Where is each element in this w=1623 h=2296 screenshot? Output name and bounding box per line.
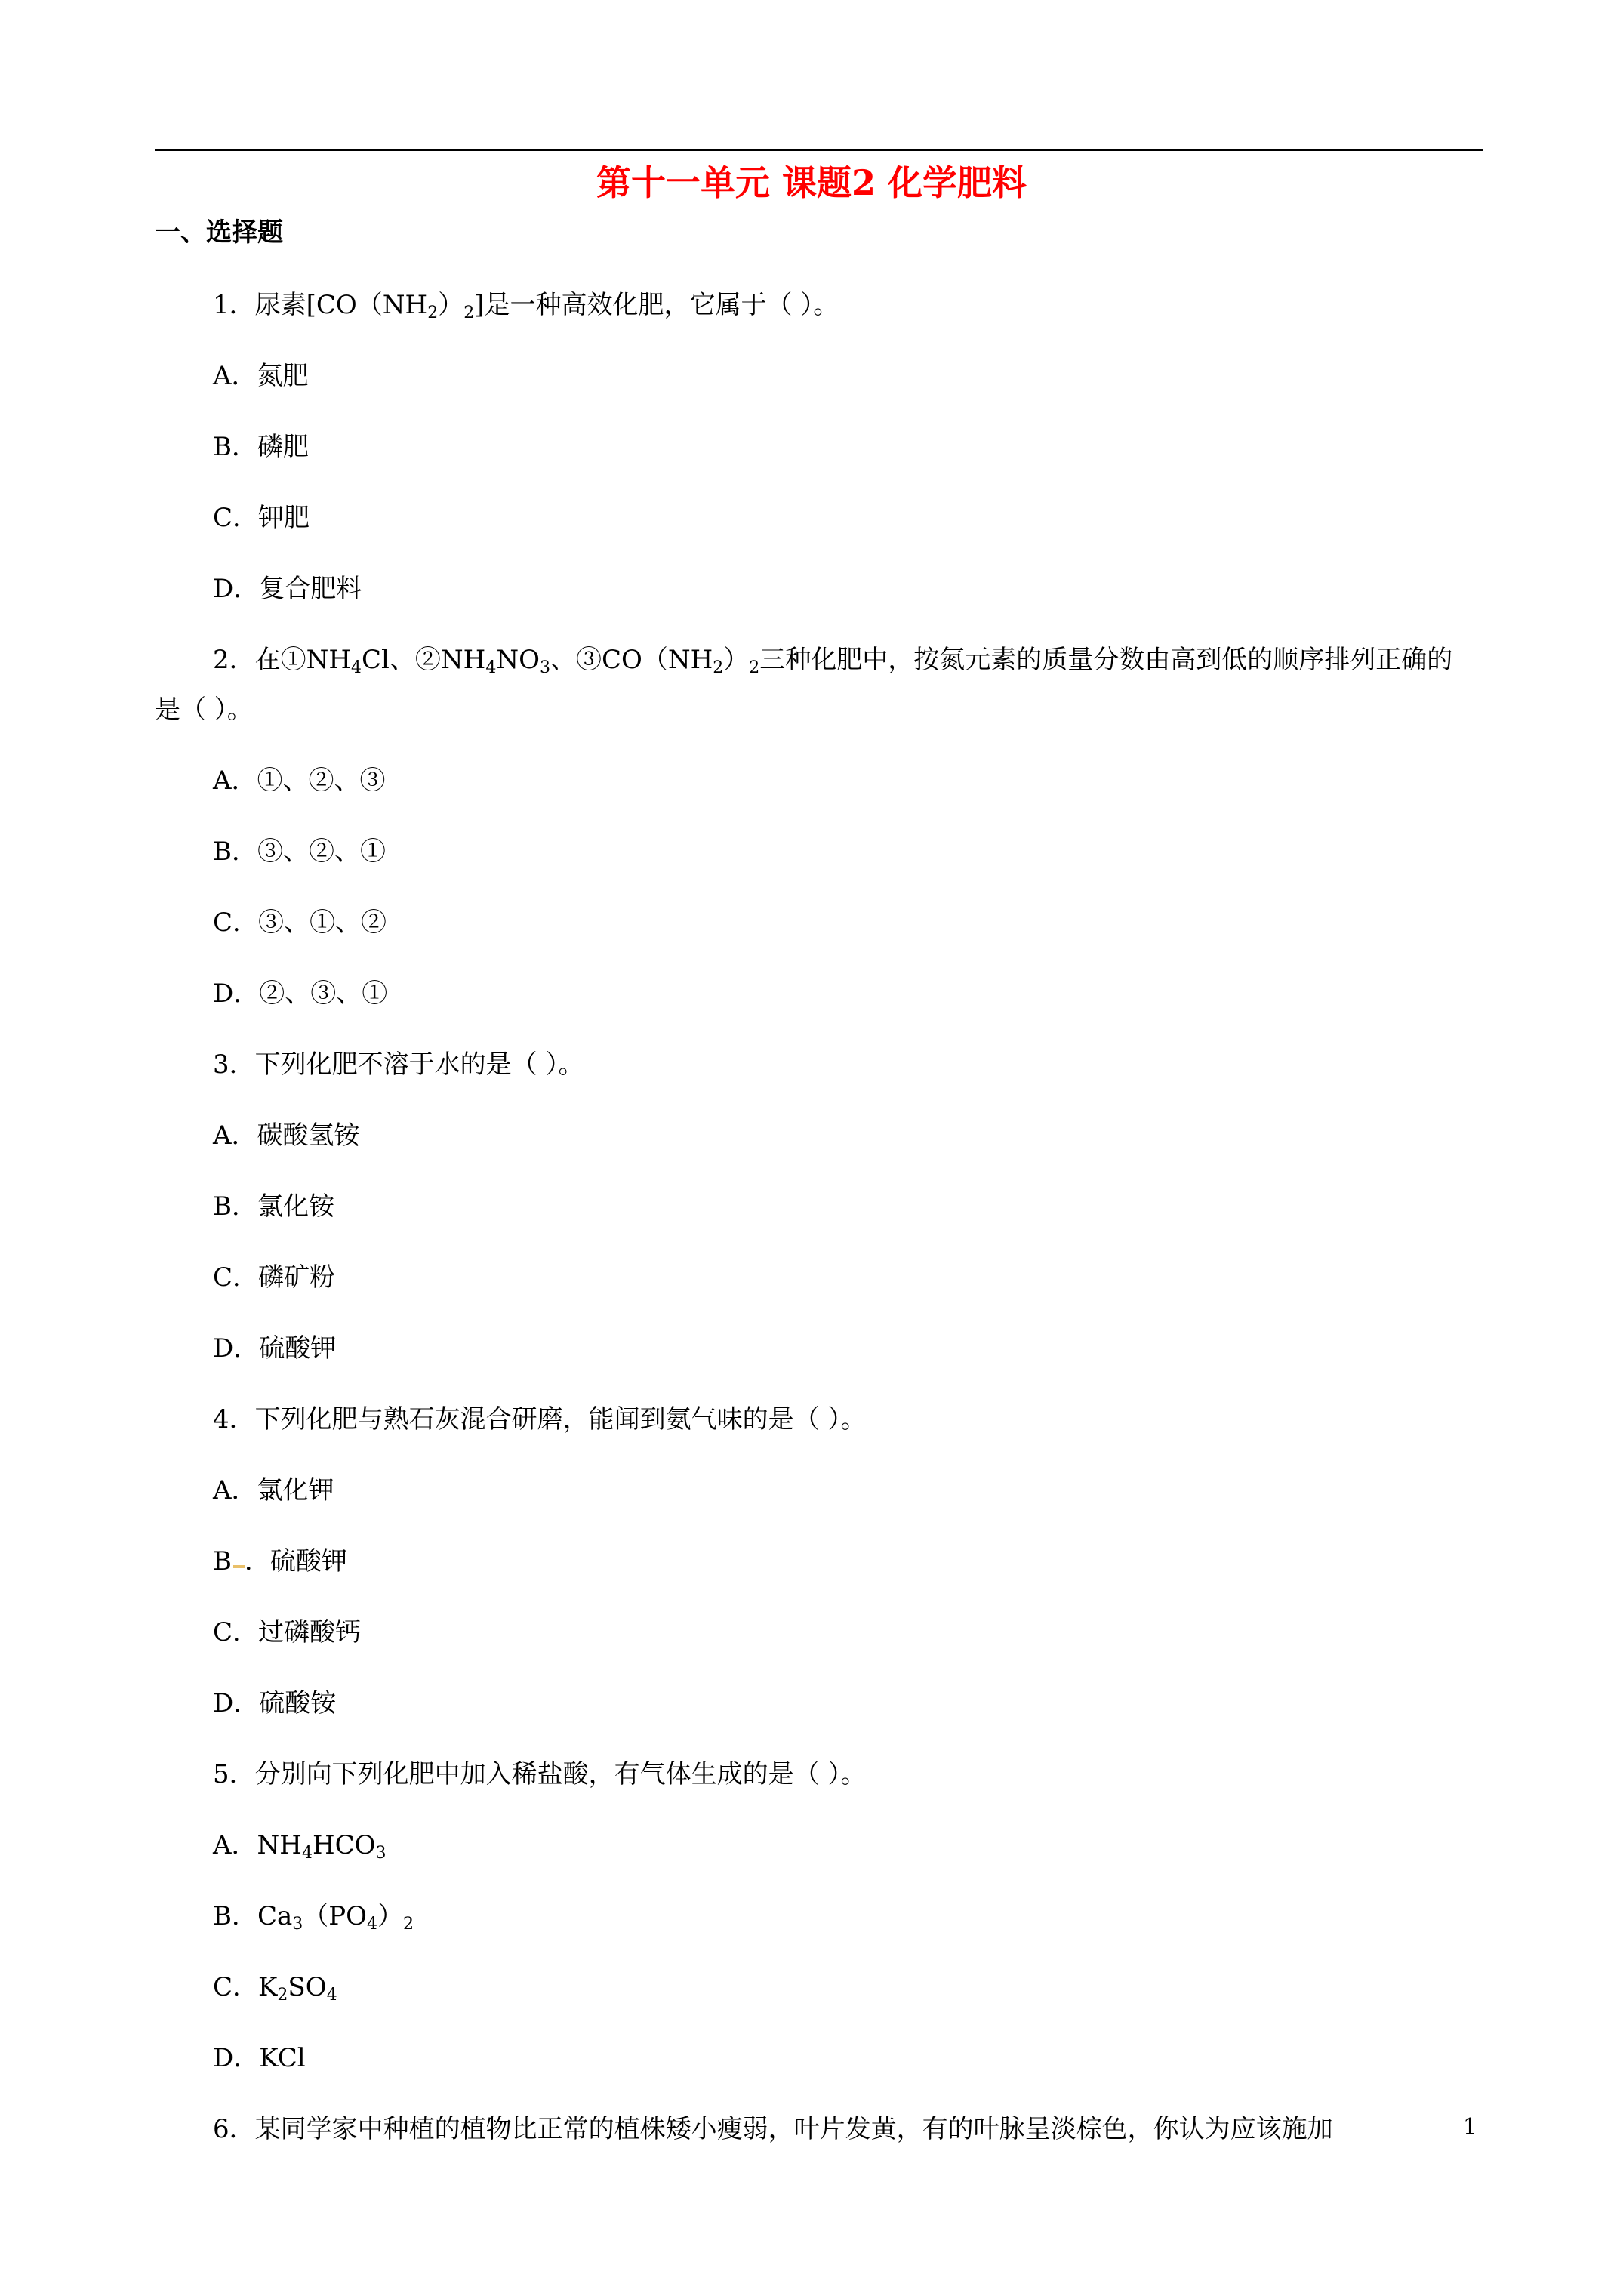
q3-option-d: D．硫酸钾 (213, 1333, 337, 1364)
q1-option-d: D．复合肥料 (213, 574, 362, 604)
question-2: 2．在$①NH_4Cl$、$②NH_4NO_3$、$③CO(NH_2)_2$三种化肥中，按氮元素的质量分数由高到低的顺序排列正确的 (213, 645, 1453, 677)
q5-option-d: D．KCl (213, 2043, 306, 2073)
q2-option-a: A．①、②、③ (213, 766, 386, 796)
q4-option-c: C．过磷酸钙 (213, 1617, 362, 1647)
question-4: 4．下列化肥与熟石灰混合研磨，能闻到氨气味的是（ ）。 (213, 1404, 867, 1435)
q1-option-b: B．磷肥 (213, 432, 309, 462)
page-number: 1 (1462, 2114, 1477, 2140)
q5-option-c: C．$K_2SO_4$ (213, 1972, 337, 2005)
q3-option-b: B．氯化铵 (213, 1191, 334, 1222)
page-title: 第十一单元 课题2 化学肥料 (596, 162, 1027, 203)
q5-option-b: B．$Ca_3(PO_4)_2$ (213, 1901, 414, 1934)
question-6: 6．某同学家中种植的植物比正常的植株矮小瘦弱，叶片发黄，有的叶脉呈淡棕色，你认为应该施加 (213, 2114, 1333, 2144)
q2-option-b: B．③、②、① (213, 837, 386, 867)
section-heading: 一、选择题 (155, 217, 283, 248)
question-1: 1．尿素$[CO(NH_2)_2]$是一种高效化肥，它属于（ ）。 (213, 290, 839, 322)
q4-option-b: B ．硫酸钾 (213, 1546, 347, 1576)
q1-option-c: C．钾肥 (213, 503, 310, 533)
question-3: 3．下列化肥不溶于水的是（ ）。 (213, 1049, 584, 1080)
question-5: 5．分别向下列化肥中加入稀盐酸，有气体生成的是（ ）。 (213, 1759, 867, 1789)
q2-option-c: C．③、①、② (213, 908, 387, 938)
highlight-mark (233, 1565, 245, 1568)
q5-option-a: A．$NH_4HCO_3$ (213, 1830, 387, 1863)
q4-option-d: D．硫酸铵 (213, 1688, 337, 1718)
header-rule (155, 149, 1483, 151)
q3-option-a: A．碳酸氢铵 (213, 1120, 360, 1151)
question-2-continued: 是（ ）。 (155, 695, 253, 725)
q2-option-d: D．②、③、① (213, 978, 388, 1009)
q4-option-a: A．氯化钾 (213, 1475, 334, 1505)
q3-option-c: C．磷矿粉 (213, 1262, 336, 1293)
q1-option-a: A．氮肥 (213, 361, 309, 391)
